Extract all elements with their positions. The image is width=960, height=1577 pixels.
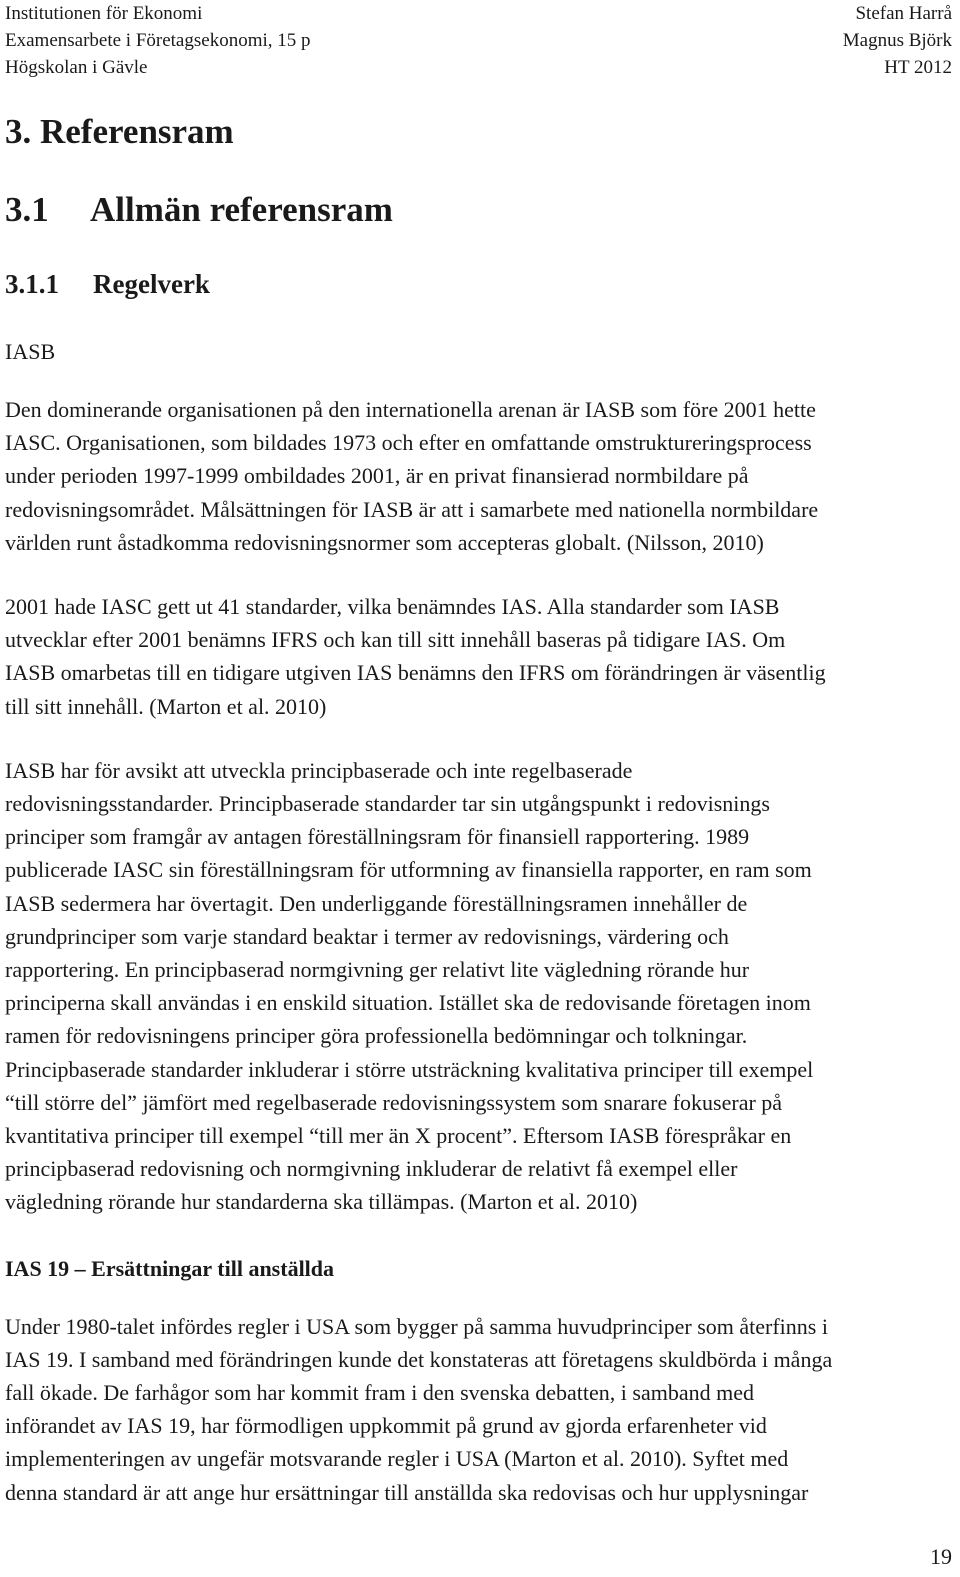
text-line: implementeringen av ungefär motsvarande regler i USA (Marton et al. 2010). Syftet med [5, 1446, 789, 1472]
header-row-3 [5, 54, 952, 81]
text-line: införandet av IAS 19, har förmodligen uppkommit på grund av gjorda erfarenheter vid [5, 1413, 767, 1439]
text-line: grundprinciper som varje standard beaktar i termer av redovisnings, värdering och [5, 923, 729, 949]
text-line: principer som framgår av antagen föreställningsram för finansiell rapportering. 1989 [5, 824, 750, 850]
header-row-2 [5, 27, 952, 54]
text-line: vägledning rörande hur standarderna ska tillämpas. (Marton et al. 2010) [5, 1189, 638, 1215]
subsection-number: 3.1.1 [5, 269, 59, 299]
paragraph-4 [5, 1310, 945, 1509]
header-author-2: Magnus Björk [842, 30, 952, 51]
section-heading [5, 188, 945, 232]
text-line: IASB sedermera har övertagit. Den underliggande föreställningsramen innehåller de [5, 890, 748, 916]
text-line: principbaserad redovisning och normgivning inkluderar de relativt få exempel eller [5, 1156, 738, 1182]
header-author-1: Stefan Harrå [855, 3, 952, 24]
text-line: publicerade IASC sin föreställningsram för utformning av finansiella rapporter, en ram som [5, 857, 812, 883]
paragraph-2 [5, 590, 945, 723]
text-line: redovisningsstandarder. Principbaserade standarder tar sin utgångspunkt i redovisnings [5, 791, 770, 817]
text-line: IASB har för avsikt att utveckla principbaserade och inte regelbaserade [5, 757, 633, 783]
text-line: ramen för redovisningens principer göra professionella bedömningar och tolkningar. [5, 1023, 748, 1049]
header-course: Examensarbete i Företagsekonomi, 15 p [5, 30, 311, 51]
text-line: världen runt åstadkomma redovisningsnormer som accepteras globalt. (Nilsson, 2010) [5, 529, 764, 555]
subsection-title: Regelverk [93, 269, 210, 299]
document-body [5, 110, 945, 1509]
text-line: principerna skall användas i en enskild situation. Istället ska de redovisande företagen inom [5, 990, 811, 1016]
iasb-heading: IASB [5, 339, 56, 364]
text-line: Under 1980-talet infördes regler i USA som bygger på samma huvudprinciper som återfinns i [5, 1313, 828, 1339]
text-line: Principbaserade standarder inkluderar i större utsträckning kvalitativa principer till exempel [5, 1056, 814, 1082]
text-line: IAS 19. I samband med förändringen kunde det konstateras att företagens skuldbörda i många [5, 1346, 833, 1372]
text-line: denna standard är att ange hur ersättningar till anställda ska redovisas och hur upplysningar [5, 1479, 809, 1505]
subsection-heading [5, 266, 945, 302]
text-line: 2001 hade IASC gett ut 41 standarder, vilka benämndes IAS. Alla standarder som IASB [5, 594, 780, 620]
header-row-1 [5, 0, 952, 27]
text-line: redovisningsområdet. Målsättningen för IASB är att i samarbete med nationella normbildare [5, 496, 819, 522]
section-title: Allmän referensram [90, 190, 393, 229]
text-line: IASC. Organisationen, som bildades 1973 och efter en omfattande omstruktureringsprocess [5, 430, 812, 456]
text-line: under perioden 1997-1999 ombildades 2001, är en privat finansierad normbildare på [5, 463, 749, 489]
page-number: 19 [930, 1544, 952, 1569]
header-school: Högskolan i Gävle [5, 57, 148, 78]
header-term: HT 2012 [884, 57, 952, 78]
header-institution: Institutionen för Ekonomi [5, 3, 203, 24]
text-line: utvecklar efter 2001 benämns IFRS och kan till sitt innehåll baseras på tidigare IAS. Om [5, 627, 786, 653]
chapter-heading: 3. Referensram [5, 112, 234, 151]
paragraph-3 [5, 754, 945, 1219]
text-line: IASB omarbetas till en tidigare utgiven IAS benämns den IFRS om förändringen är väsentlig [5, 660, 826, 686]
paragraph-1 [5, 393, 945, 559]
text-line: fall ökade. De farhågor som har kommit fram i den svenska debatten, i samband med [5, 1380, 754, 1406]
ias19-heading: IAS 19 – Ersättningar till anställda [5, 1255, 335, 1281]
text-line: kvantitativa principer till exempel “till mer än X procent”. Eftersom IASB förespråkar en [5, 1123, 792, 1149]
text-line: till sitt innehåll. (Marton et al. 2010) [5, 693, 327, 719]
text-line: Den dominerande organisationen på den internationella arenan är IASB som före 2001 hette [5, 397, 816, 422]
section-number: 3.1 [5, 190, 49, 229]
page-header [5, 0, 952, 81]
text-line: “till större del” jämfört med regelbaserade redovisningssystem som snarare fokuserar på [5, 1089, 783, 1115]
text-line: rapportering. En principbaserad normgivning ger relativt lite vägledning rörande hur [5, 957, 750, 983]
